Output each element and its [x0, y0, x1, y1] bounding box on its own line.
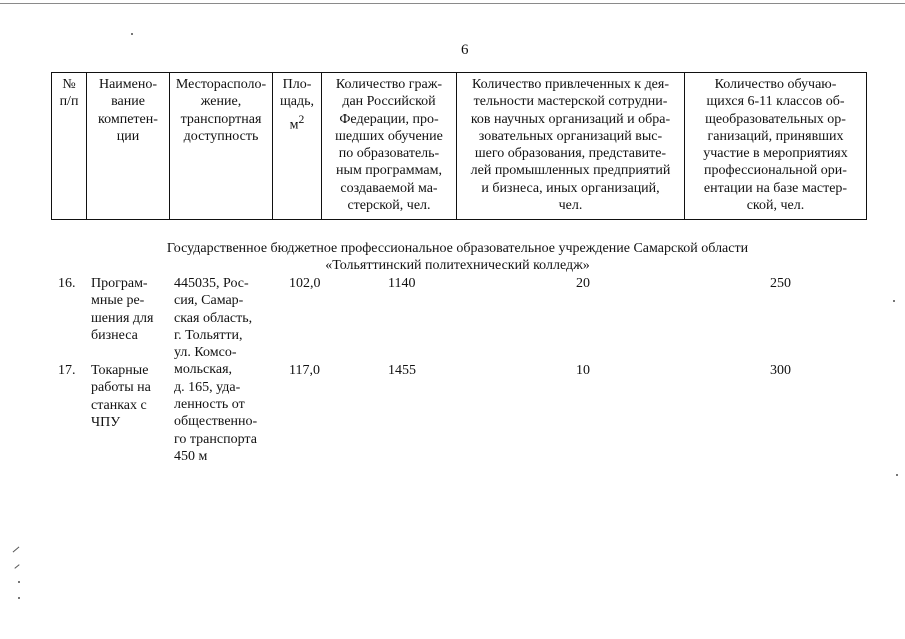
header-trained-citizens: Количество граж- дан Российской Федерации, про- шедших обучение по образователь- ным программам, создаваемой ма- стерской, чел. — [322, 73, 457, 220]
header-competence: Наимено- вание компетен- ции — [87, 73, 170, 220]
row-16-staff: 20 — [576, 276, 590, 291]
row-16-number: 16. — [58, 276, 76, 291]
row-17-area: 117,0 — [289, 363, 320, 378]
row-17-staff: 10 — [576, 363, 590, 378]
row-16-area: 102,0 — [289, 276, 321, 291]
row-16-trained: 1140 — [388, 276, 416, 291]
scan-mark — [13, 547, 20, 553]
header-area-unit-sup: 2 — [298, 112, 305, 126]
row-17-competence: Токарные работы на станках с ЧПУ — [91, 363, 151, 430]
header-area-label: Пло- щадь, — [279, 77, 314, 110]
organization-line-1: Государственное бюджетное профессиональное образовательное учреждение Самарской области — [166, 241, 749, 256]
organization-title — [100, 240, 815, 274]
row-17-number: 17. — [58, 363, 76, 378]
scan-speck — [896, 474, 898, 476]
scan-speck — [18, 597, 20, 599]
header-area — [273, 73, 322, 220]
organization-line-2: «Тольяттинский политехнический колледж» — [325, 258, 590, 273]
header-staff: Количество привлеченных к дея- тельности мастерской сотрудни- ков научных организаций и обра- зовательных организаций выс- шего образования, представите- лей промышленных предприятий и бизнеса, иных организаций, чел. — [457, 73, 685, 220]
scan-mark — [14, 564, 19, 569]
row-16-competence: Програм- мные ре- шения для бизнеса — [91, 276, 154, 343]
header-pupils: Количество обучаю- щихся 6-11 классов об- щеобразовательных ор- ганизаций, принявших участие в мероприятиях профессиональной ори- ентации на базе мастер- ской, чел. — [685, 73, 867, 220]
header-table — [51, 72, 867, 220]
row-17-trained: 1455 — [388, 363, 416, 378]
scan-speck — [18, 581, 20, 583]
header-number: № п/п — [52, 73, 87, 220]
scan-edge-line — [0, 3, 905, 4]
header-location: Месторасполо- жение, транспортная доступность — [170, 73, 273, 220]
header-area-unit: м — [289, 117, 299, 133]
scan-speck — [893, 300, 895, 302]
row-16-pupils: 250 — [770, 276, 791, 291]
shared-location: 445035, Рос- сия, Самар- ская область, г. Тольятти, ул. Комсо- мольская, д. 165, уда- ленность от общественно- го транспорта 450 м — [174, 276, 258, 464]
scan-speck — [131, 33, 133, 35]
page-number: 6 — [461, 42, 469, 58]
row-17-pupils: 300 — [770, 363, 791, 378]
